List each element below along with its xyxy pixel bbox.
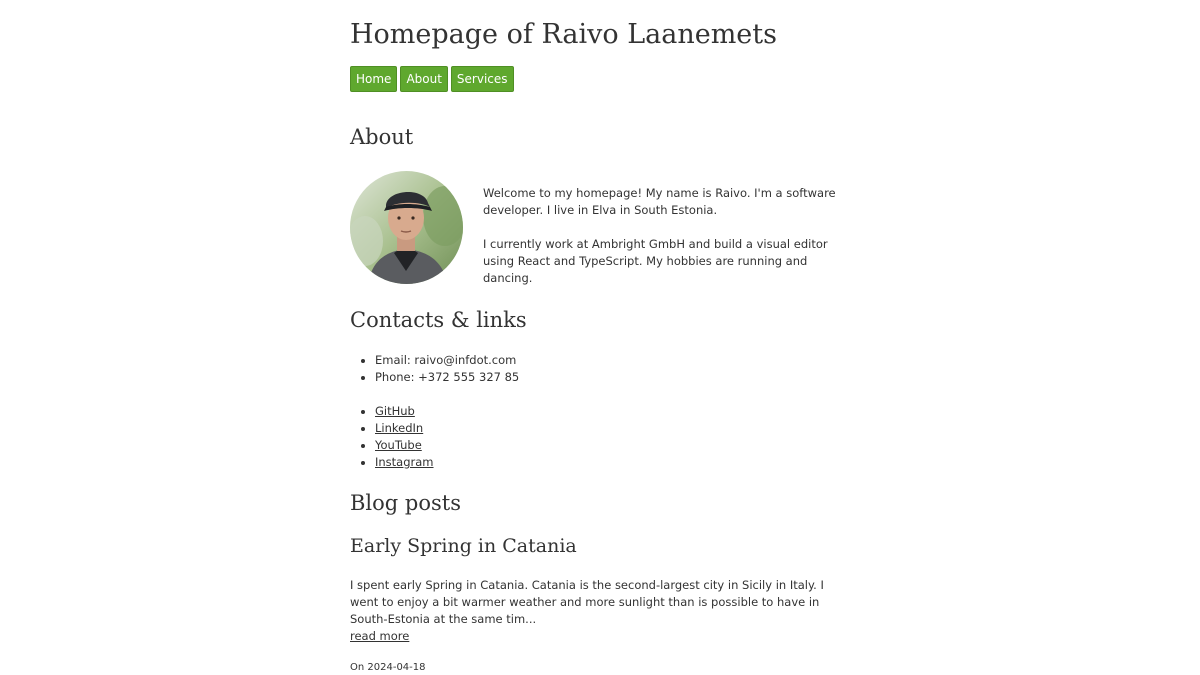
linkedin-link[interactable]: LinkedIn	[375, 421, 424, 435]
instagram-link[interactable]: Instagram	[375, 455, 434, 469]
avatar	[350, 171, 463, 284]
about-paragraph-intro: Welcome to my homepage! My name is Raivo. I'm a software developer. I live in Elva in South Estonia.	[483, 186, 836, 217]
nav-about-button[interactable]: About	[400, 66, 447, 92]
post-title: Early Spring in Catania	[350, 535, 577, 557]
blog-heading: Blog posts	[350, 491, 461, 515]
youtube-link[interactable]: YouTube	[375, 438, 422, 452]
about-heading: About	[350, 125, 414, 149]
contacts-heading: Contacts & links	[350, 308, 527, 332]
site-title: Homepage of Raivo Laanemets	[350, 19, 777, 50]
main-nav	[350, 66, 514, 92]
social-links-list	[350, 403, 434, 471]
about-text	[483, 185, 843, 304]
github-link[interactable]: GitHub	[375, 404, 415, 418]
post-date: On 2024-04-18	[350, 662, 426, 673]
avatar-portrait-image	[350, 171, 463, 284]
contact-details-list	[350, 352, 519, 386]
read-more-link[interactable]: read more	[350, 629, 410, 643]
nav-services-button[interactable]: Services	[451, 66, 514, 92]
contact-phone: • Phone: +372 555 327 85	[375, 369, 519, 386]
nav-home-button[interactable]: Home	[350, 66, 397, 92]
post-excerpt: I spent early Spring in Catania. Catania is the second-largest city in Sicily in Italy. I went to enjoy a bit warmer weather and more sunlight than is possible to have in South-Estonia at the same tim...	[350, 578, 824, 626]
about-paragraph-work: I currently work at Ambright GmbH and build a visual editor using React and TypeScript. My hobbies are running and dancing.	[483, 237, 828, 285]
contact-email: • Email: raivo@infdot.com	[375, 352, 519, 369]
list-item	[375, 420, 434, 437]
list-item	[375, 454, 434, 471]
list-item	[375, 437, 434, 454]
list-item	[375, 403, 434, 420]
